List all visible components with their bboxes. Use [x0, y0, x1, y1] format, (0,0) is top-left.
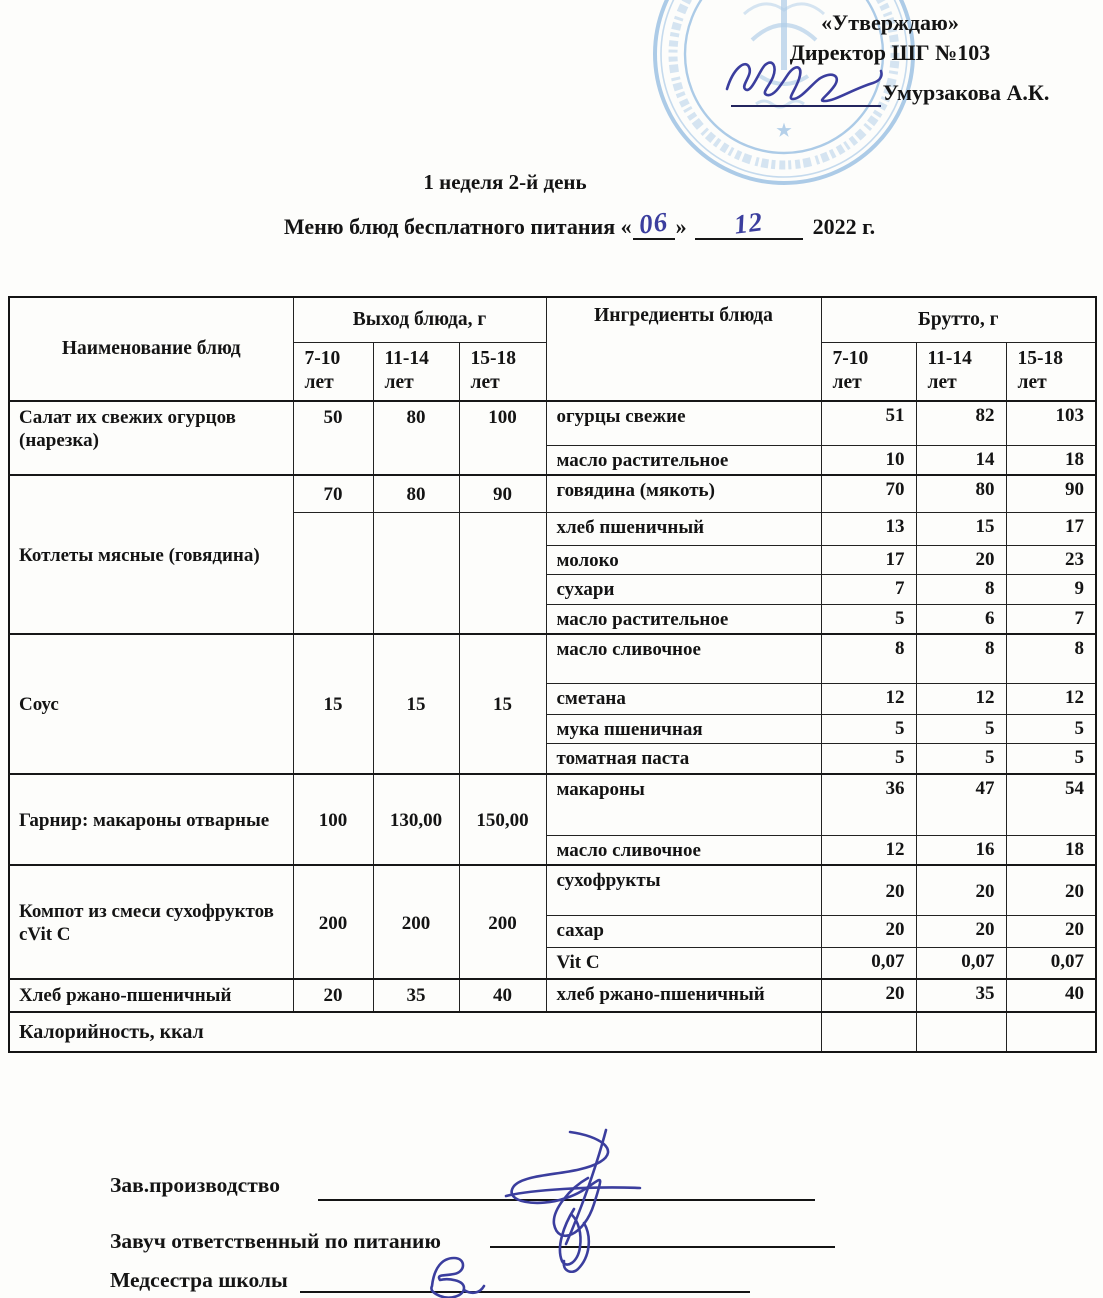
signature-label: Медсестра школы	[110, 1268, 288, 1292]
output-value: 100	[293, 774, 373, 866]
week-day-title: 1 неделя 2-й день	[423, 170, 587, 194]
ingredient-cell: Vit C	[546, 947, 821, 979]
brutto-value: 5	[916, 715, 1006, 744]
brutto-value: 7	[1006, 604, 1096, 634]
brutto-value: 20	[1006, 865, 1096, 915]
dish-name-cell: Хлеб ржано-пшеничный	[9, 979, 293, 1012]
brutto-value: 6	[916, 604, 1006, 634]
signature-label: Завуч ответственный по питанию	[110, 1229, 441, 1253]
brutto-value: 0,07	[1006, 947, 1096, 979]
brutto-value: 17	[821, 546, 916, 575]
signature-icon	[528, 1203, 630, 1273]
brutto-value: 82	[916, 401, 1006, 445]
signature-label: Зав.производство	[110, 1173, 280, 1197]
brutto-value: 36	[821, 774, 916, 836]
calorie-empty-cell	[1006, 1012, 1096, 1052]
menu-title-mid: »	[675, 214, 687, 239]
brutto-value: 47	[916, 774, 1006, 836]
ingredient-cell: молоко	[546, 546, 821, 575]
brutto-value: 7	[821, 575, 916, 604]
menu-title-year: 2022 г.	[812, 214, 876, 239]
dish-name-cell: Гарнир: макароны отварные	[9, 774, 293, 866]
ingredient-cell: томатная паста	[546, 744, 821, 774]
output-value: 50	[293, 401, 373, 475]
brutto-value: 12	[821, 836, 916, 866]
svg-text:★: ★	[776, 121, 792, 140]
brutto-value: 18	[1006, 445, 1096, 475]
output-value: 15	[293, 634, 373, 774]
ingredient-cell: говядина (мякоть)	[546, 475, 821, 513]
brutto-value: 51	[821, 401, 916, 445]
header-age: 15-18 лет	[1006, 342, 1096, 401]
output-value: 80	[373, 401, 459, 475]
output-empty-cell	[373, 513, 459, 634]
handwritten-month: 12	[732, 206, 765, 240]
output-value: 15	[373, 634, 459, 774]
brutto-value: 10	[821, 445, 916, 475]
ingredient-cell: сметана	[546, 684, 821, 715]
brutto-value: 16	[916, 836, 1006, 866]
brutto-value: 20	[821, 979, 916, 1012]
menu-title-line	[0, 206, 1103, 240]
medsestra-signature	[418, 1250, 502, 1298]
brutto-value: 9	[1006, 575, 1096, 604]
ingredient-cell: хлеб пшеничный	[546, 513, 821, 546]
brutto-value: 5	[1006, 744, 1096, 774]
header-age: 11-14 лет	[373, 342, 459, 401]
brutto-value: 8	[916, 575, 1006, 604]
brutto-value: 5	[916, 744, 1006, 774]
brutto-value: 35	[916, 979, 1006, 1012]
header-ingredient: Ингредиенты блюда	[546, 297, 821, 401]
output-value: 35	[373, 979, 459, 1012]
output-value: 90	[459, 475, 546, 513]
brutto-value: 103	[1006, 401, 1096, 445]
brutto-value: 80	[916, 475, 1006, 513]
ingredient-cell: макароны	[546, 774, 821, 836]
brutto-value: 90	[1006, 475, 1096, 513]
ingredient-cell: масло сливочное	[546, 634, 821, 684]
brutto-value: 5	[1006, 715, 1096, 744]
ingredient-cell: огурцы свежие	[546, 401, 821, 445]
ingredient-cell: сахар	[546, 915, 821, 947]
ingredient-cell: масло растительное	[546, 604, 821, 634]
ingredient-cell: мука пшеничная	[546, 715, 821, 744]
output-value: 40	[459, 979, 546, 1012]
brutto-value: 0,07	[916, 947, 1006, 979]
brutto-value: 20	[821, 915, 916, 947]
brutto-value: 70	[821, 475, 916, 513]
brutto-value: 8	[916, 634, 1006, 684]
calorie-empty-cell	[916, 1012, 1006, 1052]
brutto-value: 5	[821, 604, 916, 634]
handwritten-day: 06	[637, 206, 670, 240]
ingredient-cell: сухари	[546, 575, 821, 604]
approval-role: Директор ШГ №103	[789, 39, 991, 65]
output-value: 100	[459, 401, 546, 475]
menu-title-prefix: Меню блюд бесплатного питания «	[283, 214, 632, 239]
brutto-value: 12	[916, 684, 1006, 715]
approval-quote: «Утверждаю»	[821, 10, 959, 35]
brutto-value: 12	[1006, 684, 1096, 715]
director-name: Умурзакова А.К.	[882, 79, 1050, 105]
output-value: 150,00	[459, 774, 546, 866]
ingredient-cell: хлеб ржано-пшеничный	[546, 979, 821, 1012]
brutto-value: 5	[821, 744, 916, 774]
output-empty-cell	[459, 513, 546, 634]
ingredient-cell: масло растительное	[546, 445, 821, 475]
dish-name-cell: Соус	[9, 634, 293, 774]
ingredient-cell: масло сливочное	[546, 836, 821, 866]
ingredient-cell: сухофрукты	[546, 865, 821, 915]
header-age: 11-14 лет	[916, 342, 1006, 401]
brutto-value: 20	[916, 546, 1006, 575]
brutto-value: 5	[821, 715, 916, 744]
brutto-value: 12	[821, 684, 916, 715]
header-output-group: Выход блюда, г	[293, 297, 546, 342]
calorie-row-label: Калорийность, ккал	[9, 1012, 821, 1052]
output-empty-cell	[293, 513, 373, 634]
header-age: 7-10 лет	[293, 342, 373, 401]
brutto-value: 18	[1006, 836, 1096, 866]
brutto-value: 40	[1006, 979, 1096, 1012]
brutto-value: 13	[821, 513, 916, 546]
handwritten-month-slot	[695, 206, 803, 240]
approval-block	[690, 8, 1090, 107]
director-line	[690, 73, 1090, 107]
zavuch-signature	[528, 1203, 630, 1278]
output-value: 200	[373, 865, 459, 979]
dish-name-cell: Котлеты мясные (говядина)	[9, 475, 293, 634]
menu-table	[8, 296, 1097, 1053]
signature-icon	[418, 1250, 502, 1298]
output-value: 70	[293, 475, 373, 513]
signature-icon	[723, 49, 889, 107]
director-signature	[731, 71, 881, 107]
brutto-value: 0,07	[821, 947, 916, 979]
brutto-value: 15	[916, 513, 1006, 546]
brutto-value: 23	[1006, 546, 1096, 575]
output-value: 200	[459, 865, 546, 979]
brutto-value: 20	[1006, 915, 1096, 947]
header-age: 7-10 лет	[821, 342, 916, 401]
output-value: 200	[293, 865, 373, 979]
handwritten-day-slot	[633, 206, 675, 240]
brutto-value: 20	[916, 865, 1006, 915]
brutto-value: 17	[1006, 513, 1096, 546]
header-dish: Наименование блюд	[9, 297, 293, 401]
dish-name-cell: Компот из смеси сухофруктов сVit C	[9, 865, 293, 979]
brutto-value: 20	[916, 915, 1006, 947]
brutto-value: 8	[1006, 634, 1096, 684]
header-brutto-group: Брутто, г	[821, 297, 1096, 342]
output-value: 20	[293, 979, 373, 1012]
signature-line	[300, 1291, 750, 1293]
brutto-value: 14	[916, 445, 1006, 475]
brutto-value: 54	[1006, 774, 1096, 836]
header-age: 15-18 лет	[459, 342, 546, 401]
calorie-empty-cell	[821, 1012, 916, 1052]
output-value: 15	[459, 634, 546, 774]
brutto-value: 20	[821, 865, 916, 915]
output-value: 130,00	[373, 774, 459, 866]
output-value: 80	[373, 475, 459, 513]
dish-name-cell: Салат их свежих огурцов (нарезка)	[9, 401, 293, 475]
brutto-value: 8	[821, 634, 916, 684]
